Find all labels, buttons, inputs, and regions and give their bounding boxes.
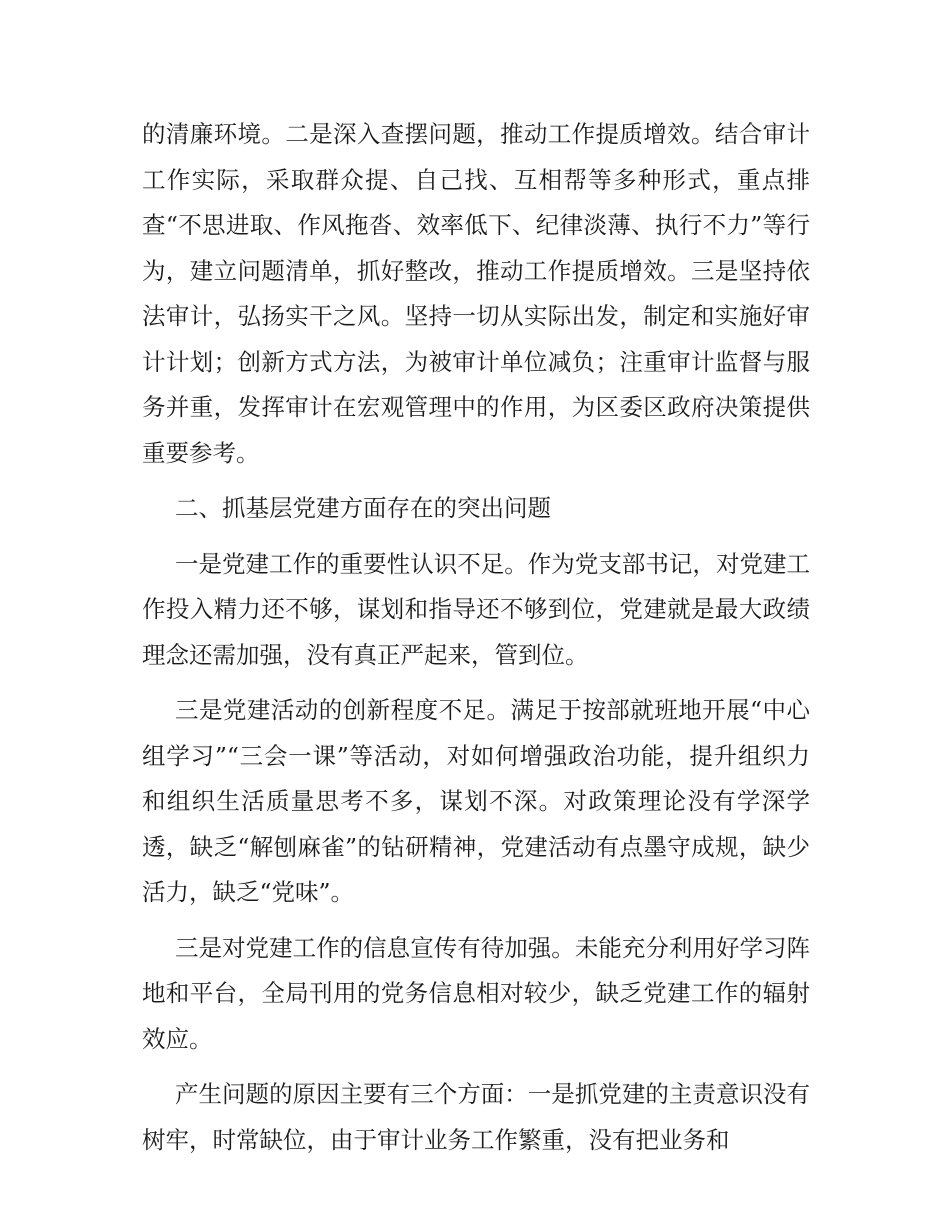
paragraph-awareness-insufficient: 一是党建工作的重要性认识不足。作为党支部书记，对党建工作投入精力还不够，谋划和指导还不够到位，党建就是最大政绩理念还需加强，没有真正严起来，管到位。 bbox=[142, 549, 810, 669]
paragraph-audit-measures: 的清廉环境。二是深入查摆问题，推动工作提质增效。结合审计工作实际，采取群众提、自己找、互相帮等多种形式，重点排查“不思进取、作风拖沓、效率低下、纪律淡薄、执行不力”等行为，建立问题清单，抓好整改，推动工作提质增效。三是坚持依法审计，弘扬实干之风。坚持一切从实际出发，制定和实施好审计计划；创新方式方法，为被审计单位减负；注重审计监督与服务并重，发挥审计在宏观管理中的作用，为区委区政府决策提供重要参考。 bbox=[142, 120, 810, 467]
paragraph-innovation-insufficient: 三是党建活动的创新程度不足。满足于按部就班地开展“中心组学习”“三会一课”等活动，对如何增强政治功能，提升组织力和组织生活质量思考不多，谋划不深。对政策理论没有学深学透，缺乏“解刨麻雀”的钻研精神，党建活动有点墨守成规，缺少活力，缺乏“党味”。 bbox=[142, 696, 810, 906]
document-page bbox=[142, 112, 810, 1163]
paragraph-publicity-needs-strengthening: 三是对党建工作的信息宣传有待加强。未能充分利用好学习阵地和平台，全局刊用的党务信息相对较少，缺乏党建工作的辐射效应。 bbox=[142, 933, 810, 1053]
paragraph-causes: 产生问题的原因主要有三个方面：一是抓党建的主责意识没有树牢，时常缺位，由于审计业务工作繁重，没有把业务和 bbox=[142, 1080, 810, 1154]
section-heading-party-building-problems: 二、抓基层党建方面存在的突出问题 bbox=[175, 494, 551, 522]
